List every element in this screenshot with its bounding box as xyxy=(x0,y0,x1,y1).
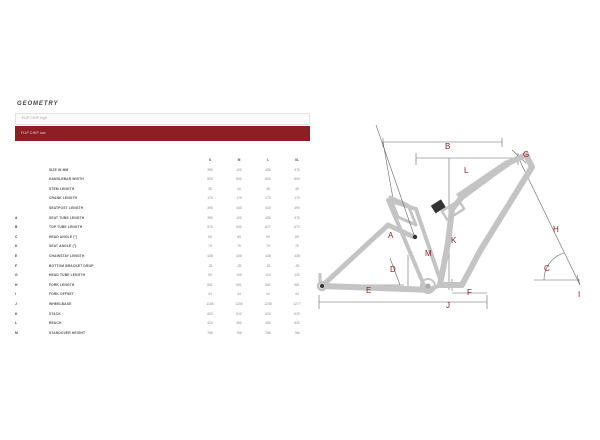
bike-frame xyxy=(318,155,532,293)
table-row xyxy=(15,214,315,224)
row-label: HEAD ANGLE (°) xyxy=(49,234,78,239)
row-value: 800 xyxy=(207,177,213,182)
row-value: 561 xyxy=(265,282,271,287)
row-code: L xyxy=(15,321,18,326)
row-value: 45 xyxy=(295,186,299,191)
row-code: M xyxy=(15,330,18,335)
dim-label: I xyxy=(578,290,581,299)
row-value: 800 xyxy=(294,177,300,182)
row-value: 44 xyxy=(266,292,270,297)
row-label: TOP TUBE LENGTH xyxy=(49,225,83,230)
row-value: -25 xyxy=(236,263,242,268)
row-code: K xyxy=(15,311,18,316)
row-label: REACH xyxy=(49,321,62,326)
row-label: BOTTOM BRACKET DROP xyxy=(49,263,94,268)
row-code: F xyxy=(15,263,18,268)
dim-label: C xyxy=(544,264,550,273)
dim-label: B xyxy=(445,142,451,151)
table-row xyxy=(15,175,315,185)
row-value: 766 xyxy=(265,330,271,335)
flip-chip-option-bar[interactable] xyxy=(15,126,310,141)
row-code: I xyxy=(15,292,16,297)
table-row xyxy=(15,310,315,320)
row-value: 561 xyxy=(294,282,300,287)
row-label: FORK OFFSET xyxy=(49,292,74,297)
geometry-title: GEOMETRY xyxy=(17,101,59,107)
row-value: 620 xyxy=(265,311,271,316)
option-label: FLIP CHIP low xyxy=(21,131,46,135)
row-value: 1277 xyxy=(293,301,301,306)
row-value: 420 xyxy=(236,167,242,172)
row-value: 1166 xyxy=(206,301,214,306)
row-value: 420 xyxy=(236,215,242,220)
row-label: CRANK LENGTH xyxy=(49,196,78,201)
row-code: H xyxy=(15,282,18,287)
dim-label: K xyxy=(451,236,457,245)
row-value: 520 xyxy=(294,321,300,326)
row-label: SEAT ANGLE (°) xyxy=(49,244,77,249)
row-label: CHAINSTAY LENGTH xyxy=(49,253,85,258)
table-row xyxy=(15,242,315,252)
row-value: 105 xyxy=(236,273,242,278)
row-value: 44 xyxy=(295,292,299,297)
size-header: M xyxy=(237,158,241,162)
row-label: SEAT TUBE LENGTH xyxy=(49,215,85,220)
table-row xyxy=(15,252,315,262)
row-label: STANDOVER HEIGHT xyxy=(49,330,86,335)
row-value: 627 xyxy=(265,225,271,230)
row-value: 1200 xyxy=(235,301,243,306)
size-header: S xyxy=(208,158,212,162)
table-row xyxy=(15,194,315,204)
dim-label: H xyxy=(553,225,559,234)
row-value: 450 xyxy=(236,321,242,326)
row-value: 65 xyxy=(266,234,270,239)
table-row xyxy=(15,319,315,329)
table-row xyxy=(15,204,315,214)
row-value: 800 xyxy=(236,177,242,182)
row-value: 35 xyxy=(208,186,212,191)
row-value: 76 xyxy=(266,244,270,249)
row-value: 65 xyxy=(237,234,241,239)
dim-label: A xyxy=(388,231,394,240)
table-row xyxy=(15,290,315,300)
row-value: 470 xyxy=(294,167,300,172)
row-code: J xyxy=(15,301,17,306)
row-value: 95 xyxy=(208,273,212,278)
row-value: 470 xyxy=(294,215,300,220)
row-label: STACK xyxy=(49,311,61,316)
row-value: 440 xyxy=(265,205,271,210)
row-value: 40 xyxy=(237,186,241,191)
table-row xyxy=(15,223,315,233)
dim-label: F xyxy=(467,288,472,297)
dim-label: G xyxy=(523,150,530,159)
dim-label: J xyxy=(446,301,450,310)
row-value: 766 xyxy=(207,330,213,335)
row-value: 76 xyxy=(208,244,212,249)
row-value: 438 xyxy=(294,253,300,258)
row-value: 390 xyxy=(207,167,213,172)
row-value: 76 xyxy=(295,244,299,249)
row-value: 455 xyxy=(265,167,271,172)
row-value: 44 xyxy=(237,292,241,297)
row-value: 110 xyxy=(265,273,271,278)
row-value: 766 xyxy=(236,330,242,335)
row-value: 438 xyxy=(265,253,271,258)
row-label: WHEELBASE xyxy=(49,301,72,306)
row-label: HANDLEBAR WIDTH xyxy=(49,177,84,182)
frame-geometry-diagram xyxy=(312,125,600,325)
row-value: 600 xyxy=(236,225,242,230)
table-row xyxy=(15,233,315,243)
table-row xyxy=(15,329,315,339)
row-value: -25 xyxy=(294,263,300,268)
table-row xyxy=(15,300,315,310)
row-code: D xyxy=(15,244,18,249)
row-value: 390 xyxy=(207,205,213,210)
size-header: XL xyxy=(294,158,300,162)
row-value: 603 xyxy=(207,311,213,316)
row-value: 672 xyxy=(294,225,300,230)
row-value: 800 xyxy=(265,177,271,182)
selector-label: FLIP CHIP high xyxy=(22,116,47,120)
size-header: L xyxy=(266,158,269,162)
row-value: -25 xyxy=(265,263,271,268)
table-row xyxy=(15,185,315,195)
table-row xyxy=(15,271,315,281)
row-value: 480 xyxy=(265,321,271,326)
row-value: 438 xyxy=(207,253,213,258)
row-value: 612 xyxy=(236,311,242,316)
row-value: 45 xyxy=(266,186,270,191)
dim-label: M xyxy=(425,249,432,258)
dim-label: E xyxy=(366,286,372,295)
table-body xyxy=(15,166,315,339)
row-value: 561 xyxy=(236,282,242,287)
table-row xyxy=(15,281,315,291)
row-value: 420 xyxy=(207,321,213,326)
row-value: 120 xyxy=(294,273,300,278)
row-value: 629 xyxy=(294,311,300,316)
row-value: 440 xyxy=(236,205,242,210)
row-value: 455 xyxy=(265,215,271,220)
row-value: 490 xyxy=(294,205,300,210)
row-value: 170 xyxy=(236,196,242,201)
row-code: C xyxy=(15,234,18,239)
row-value: 44 xyxy=(208,292,212,297)
row-value: 561 xyxy=(207,282,213,287)
row-value: -25 xyxy=(207,263,213,268)
row-label: SIZE IN MM xyxy=(49,167,69,172)
dim-label: L xyxy=(464,166,469,175)
row-label: STEM LENGTH xyxy=(49,186,75,191)
row-label: SEATPOST LENGTH xyxy=(49,205,84,210)
row-value: 170 xyxy=(265,196,271,201)
row-value: 65 xyxy=(295,234,299,239)
table-header-row xyxy=(15,156,315,166)
row-value: 390 xyxy=(207,215,213,220)
row-value: 170 xyxy=(207,196,213,201)
flip-chip-selector[interactable] xyxy=(15,113,310,125)
row-code: G xyxy=(15,273,18,278)
geometry-table xyxy=(15,156,315,338)
row-value: 76 xyxy=(237,244,241,249)
dim-label: D xyxy=(390,265,396,274)
row-value: 766 xyxy=(294,330,300,335)
row-code: B xyxy=(15,225,18,230)
row-value: 438 xyxy=(236,253,242,258)
row-label: HEAD TUBE LENGTH xyxy=(49,273,86,278)
row-value: 570 xyxy=(207,225,213,230)
row-value: 65 xyxy=(208,234,212,239)
row-code: E xyxy=(15,253,18,258)
row-value: 1238 xyxy=(264,301,272,306)
table-row xyxy=(15,262,315,272)
row-code: A xyxy=(15,215,18,220)
table-row xyxy=(15,166,315,176)
row-value: 170 xyxy=(294,196,300,201)
row-label: FORK LENGTH xyxy=(49,282,75,287)
